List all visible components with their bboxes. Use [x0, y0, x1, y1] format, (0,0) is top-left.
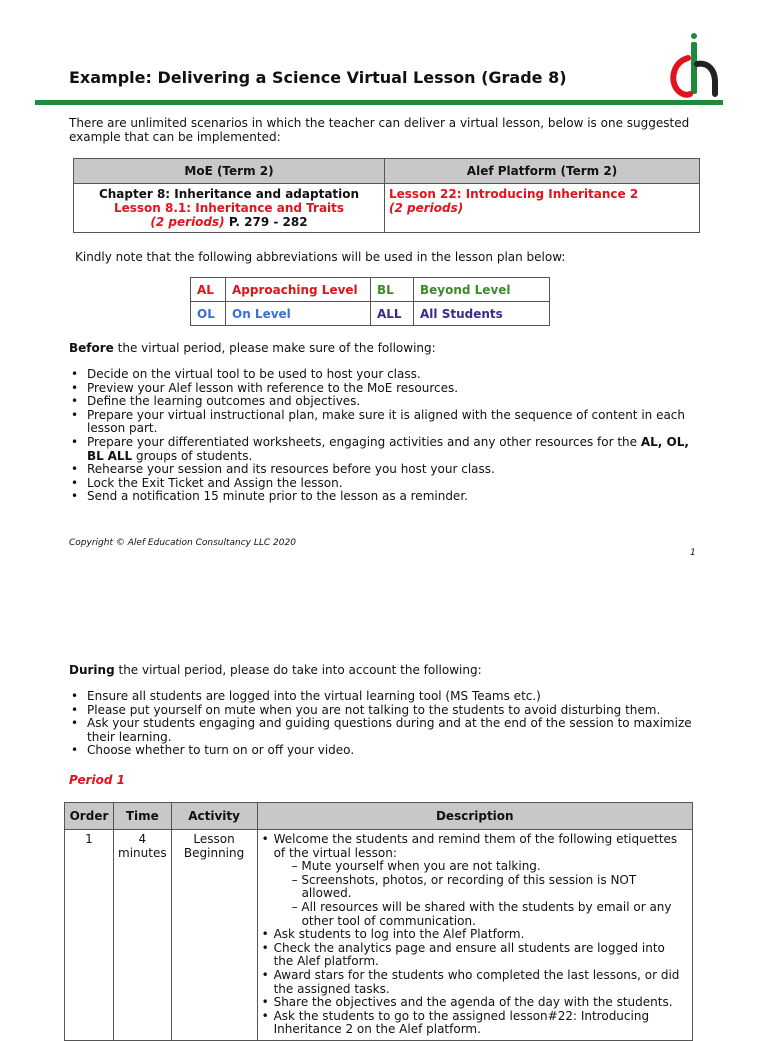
list-item	[262, 833, 688, 928]
abbrev-label-all: All Students	[414, 302, 550, 326]
abbrev-note: Kindly note that the following abbreviations will be used in the lesson plan below:	[75, 250, 566, 264]
desc-sub-item: – All resources will be shared with the students by email or any other tool of communication.	[291, 899, 672, 928]
list-item: • Decide on the virtual tool to be used to host your class.	[69, 368, 699, 382]
plan-header-activity: Activity	[171, 803, 257, 830]
period-label: Period 1	[69, 773, 126, 787]
abbrev-label-ol: On Level	[226, 302, 371, 326]
moe-pages: P. 279 - 282	[224, 215, 308, 229]
list-item	[69, 436, 699, 463]
item5-bold1: AL, OL, BL	[87, 434, 689, 463]
alef-logo-icon	[668, 30, 720, 100]
desc-sub-item: – Mute yourself when you are not talking.	[291, 859, 541, 874]
abbrev-code-ol: OL	[191, 302, 226, 326]
list-item: • Ask the students to go to the assigned lesson#22: Introducing Inheritance 2 on the Alef platform.	[262, 1010, 688, 1037]
header-rule	[35, 100, 723, 105]
intro-text: There are unlimited scenarios in which the teacher can deliver a virtual lesson, below is one suggested example that can be implemented:	[69, 116, 690, 144]
abbrev-code-bl: BL	[371, 278, 414, 302]
list-item: • Prepare your virtual instructional plan, make sure it is aligned with the sequence of content in each lesson part.	[69, 409, 699, 436]
abbrev-code-al: AL	[191, 278, 226, 302]
order-cell: 1	[65, 830, 114, 1041]
during-list	[69, 690, 699, 758]
moe-lesson: Lesson 8.1: Inheritance and Traits	[113, 201, 345, 215]
term-header-alef: Alef Platform (Term 2)	[385, 159, 700, 184]
list-item: • Award stars for the students who completed the last lessons, or did the assigned tasks.	[262, 969, 688, 996]
copyright: Copyright © Alef Education Consultancy LLC 2020	[69, 538, 296, 548]
plan-header-description: Description	[257, 803, 692, 830]
moe-periods-line	[78, 215, 380, 229]
list-item: • Ask your students engaging and guiding questions during and at the end of the session to maximize their learning.	[69, 717, 699, 744]
list-item: • Rehearse your session and its resources before you host your class.	[69, 463, 699, 477]
table-row	[65, 830, 693, 1041]
during-bold: During	[69, 663, 115, 677]
moe-cell	[74, 184, 385, 233]
alef-cell	[385, 184, 700, 233]
abbrev-label-al: Approaching Level	[226, 278, 371, 302]
activity-cell: Lesson Beginning	[171, 830, 257, 1041]
alef-lesson: Lesson 22: Introducing Inheritance 2	[389, 187, 639, 201]
item5-text: Prepare your differentiated worksheets, engaging activities and any other resources for the	[87, 434, 641, 449]
list-item: • Please put yourself on mute when you are not talking to the students to avoid disturbing them.	[69, 704, 699, 718]
desc-welcome: Welcome the students and remind them of the following etiquettes of the virtual lesson:	[273, 832, 678, 860]
list-item: • Lock the Exit Ticket and Assign the lesson.	[69, 477, 699, 491]
before-heading	[69, 341, 436, 355]
abbrev-code-all: ALL	[371, 302, 414, 326]
plan-header-time: Time	[114, 803, 172, 830]
alef-periods: (2 periods)	[389, 201, 464, 215]
description-list	[262, 833, 688, 1037]
abbrev-table	[190, 277, 550, 326]
list-item: • Ensure all students are logged into the virtual learning tool (MS Teams etc.)	[69, 690, 699, 704]
desc-sub-item: – Screenshots, photos, or recording of this session is NOT allowed.	[291, 872, 637, 901]
moe-chapter: Chapter 8: Inheritance and adaptation	[98, 187, 360, 201]
list-item: • Send a notification 15 minute prior to the lesson as a reminder.	[69, 490, 699, 504]
during-heading	[69, 663, 482, 677]
item5-bold2: ALL	[107, 448, 133, 463]
item5-tail: groups of students.	[132, 448, 253, 463]
time-cell: 4 minutes	[114, 830, 172, 1041]
moe-periods: (2 periods)	[150, 215, 225, 229]
before-bold: Before	[69, 341, 114, 355]
before-rest: the virtual period, please make sure of the following:	[113, 341, 436, 355]
list-item: • Preview your Alef lesson with reference to the MoE resources.	[69, 382, 699, 396]
page-title: Example: Delivering a Science Virtual Lesson (Grade 8)	[69, 68, 567, 87]
plan-table	[64, 802, 693, 1041]
list-item: • Check the analytics page and ensure all students are logged into the Alef platform.	[262, 942, 688, 969]
term-header-moe: MoE (Term 2)	[74, 159, 385, 184]
list-item: • Choose whether to turn on or off your video.	[69, 744, 699, 758]
list-item: • Define the learning outcomes and objectives.	[69, 395, 699, 409]
before-list	[69, 368, 699, 504]
page-number: 1	[690, 548, 696, 558]
during-rest: the virtual period, please do take into account the following:	[114, 663, 482, 677]
abbrev-label-bl: Beyond Level	[414, 278, 550, 302]
description-cell	[257, 830, 692, 1041]
plan-header-order: Order	[65, 803, 114, 830]
list-item: • Ask students to log into the Alef Platform.	[262, 928, 688, 942]
list-item: • Share the objectives and the agenda of the day with the students.	[262, 996, 688, 1010]
term-table	[73, 158, 700, 233]
